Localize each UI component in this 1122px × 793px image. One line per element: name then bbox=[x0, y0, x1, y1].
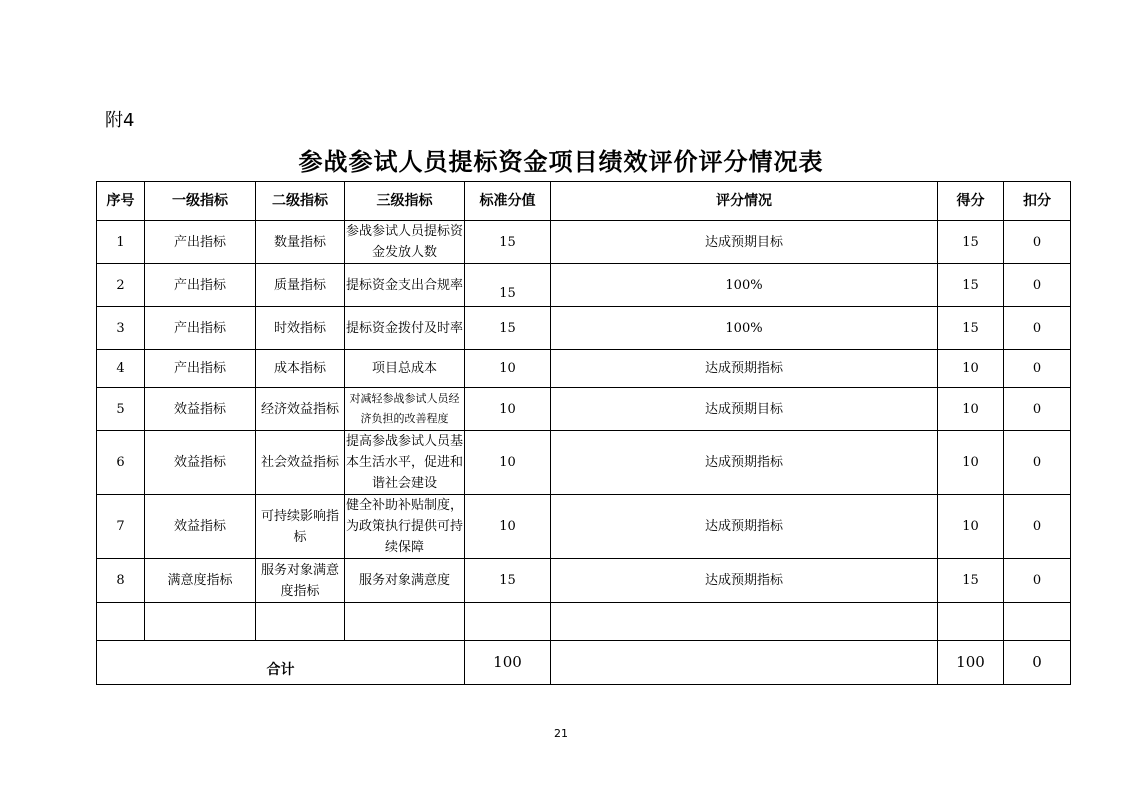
total-label: 合计 bbox=[97, 641, 465, 685]
cell-level2: 质量指标 bbox=[256, 264, 345, 307]
cell-level1: 产出指标 bbox=[145, 307, 256, 350]
cell-evaluation: 达成预期指标 bbox=[551, 559, 938, 603]
cell-no: 4 bbox=[97, 350, 145, 388]
table-row bbox=[97, 431, 1071, 495]
cell-deduction: 0 bbox=[1004, 350, 1071, 388]
cell-evaluation: 达成预期目标 bbox=[551, 388, 938, 431]
cell-standard: 10 bbox=[465, 495, 551, 559]
cell-level1: 满意度指标 bbox=[145, 559, 256, 603]
cell-level2: 时效指标 bbox=[256, 307, 345, 350]
cell-score: 15 bbox=[938, 559, 1004, 603]
cell-deduction: 0 bbox=[1004, 221, 1071, 264]
cell-standard: 15 bbox=[465, 221, 551, 264]
table-row bbox=[97, 559, 1071, 603]
header-no: 序号 bbox=[97, 182, 145, 221]
empty-cell bbox=[345, 603, 465, 641]
cell-standard: 10 bbox=[465, 350, 551, 388]
cell-level2: 成本指标 bbox=[256, 350, 345, 388]
cell-score: 10 bbox=[938, 388, 1004, 431]
cell-standard: 10 bbox=[465, 388, 551, 431]
table-row bbox=[97, 264, 1071, 307]
empty-cell bbox=[145, 603, 256, 641]
cell-no: 6 bbox=[97, 431, 145, 495]
empty-cell bbox=[97, 603, 145, 641]
cell-evaluation: 达成预期目标 bbox=[551, 221, 938, 264]
header-level3: 三级指标 bbox=[345, 182, 465, 221]
cell-level1: 产出指标 bbox=[145, 221, 256, 264]
total-evaluation bbox=[551, 641, 938, 685]
cell-level3: 提标资金支出合规率 bbox=[345, 264, 465, 307]
cell-no: 5 bbox=[97, 388, 145, 431]
cell-standard: 15 bbox=[465, 307, 551, 350]
table-row bbox=[97, 307, 1071, 350]
table-row bbox=[97, 495, 1071, 559]
header-level1: 一级指标 bbox=[145, 182, 256, 221]
cell-score: 15 bbox=[938, 307, 1004, 350]
cell-evaluation: 达成预期指标 bbox=[551, 431, 938, 495]
cell-no: 3 bbox=[97, 307, 145, 350]
total-score: 100 bbox=[938, 641, 1004, 685]
cell-evaluation: 100% bbox=[551, 264, 938, 307]
header-standard: 标准分值 bbox=[465, 182, 551, 221]
empty-cell bbox=[256, 603, 345, 641]
cell-no: 8 bbox=[97, 559, 145, 603]
empty-cell bbox=[1004, 603, 1071, 641]
cell-no: 2 bbox=[97, 264, 145, 307]
cell-evaluation: 达成预期指标 bbox=[551, 495, 938, 559]
total-standard: 100 bbox=[465, 641, 551, 685]
cell-level3: 健全补助补贴制度，为政策执行提供可持续保障 bbox=[345, 495, 465, 559]
header-evaluation: 评分情况 bbox=[551, 182, 938, 221]
cell-level2: 社会效益指标 bbox=[256, 431, 345, 495]
table-row bbox=[97, 388, 1071, 431]
cell-score: 15 bbox=[938, 264, 1004, 307]
cell-level1: 产出指标 bbox=[145, 264, 256, 307]
cell-standard: 10 bbox=[465, 431, 551, 495]
cell-standard: 15 bbox=[465, 559, 551, 603]
table-row bbox=[97, 350, 1071, 388]
cell-score: 15 bbox=[938, 221, 1004, 264]
cell-no: 1 bbox=[97, 221, 145, 264]
header-score: 得分 bbox=[938, 182, 1004, 221]
empty-cell bbox=[938, 603, 1004, 641]
cell-level2: 经济效益指标 bbox=[256, 388, 345, 431]
cell-deduction: 0 bbox=[1004, 307, 1071, 350]
cell-deduction: 0 bbox=[1004, 388, 1071, 431]
total-deduction: 0 bbox=[1004, 641, 1071, 685]
cell-deduction: 0 bbox=[1004, 495, 1071, 559]
cell-score: 10 bbox=[938, 431, 1004, 495]
cell-evaluation: 100% bbox=[551, 307, 938, 350]
cell-level3: 项目总成本 bbox=[345, 350, 465, 388]
cell-deduction: 0 bbox=[1004, 264, 1071, 307]
header-row bbox=[97, 182, 1071, 221]
cell-level2: 数量指标 bbox=[256, 221, 345, 264]
cell-no: 7 bbox=[97, 495, 145, 559]
cell-level3: 提标资金拨付及时率 bbox=[345, 307, 465, 350]
cell-level1: 产出指标 bbox=[145, 350, 256, 388]
cell-score: 10 bbox=[938, 350, 1004, 388]
cell-deduction: 0 bbox=[1004, 431, 1071, 495]
page-number: 21 bbox=[554, 727, 568, 740]
cell-level2: 服务对象满意度指标 bbox=[256, 559, 345, 603]
cell-level3: 提高参战参试人员基本生活水平，促进和谐社会建设 bbox=[345, 431, 465, 495]
table-row bbox=[97, 221, 1071, 264]
cell-deduction: 0 bbox=[1004, 559, 1071, 603]
evaluation-table bbox=[96, 181, 1071, 685]
cell-level1: 效益指标 bbox=[145, 495, 256, 559]
header-deduction: 扣分 bbox=[1004, 182, 1071, 221]
cell-level3: 参战参试人员提标资金发放人数 bbox=[345, 221, 465, 264]
empty-row bbox=[97, 603, 1071, 641]
cell-level1: 效益指标 bbox=[145, 388, 256, 431]
cell-score: 10 bbox=[938, 495, 1004, 559]
cell-evaluation: 达成预期指标 bbox=[551, 350, 938, 388]
page-title: 参战参试人员提标资金项目绩效评价评分情况表 bbox=[298, 147, 824, 176]
cell-level2: 可持续影响指标 bbox=[256, 495, 345, 559]
empty-cell bbox=[551, 603, 938, 641]
total-row bbox=[97, 641, 1071, 685]
cell-level1: 效益指标 bbox=[145, 431, 256, 495]
header-level2: 二级指标 bbox=[256, 182, 345, 221]
cell-level3: 服务对象满意度 bbox=[345, 559, 465, 603]
cell-standard: 15 bbox=[465, 264, 551, 307]
cell-level3: 对减轻参战参试人员经济负担的改善程度 bbox=[345, 388, 465, 431]
annex-label: 附4 bbox=[105, 110, 135, 131]
empty-cell bbox=[465, 603, 551, 641]
